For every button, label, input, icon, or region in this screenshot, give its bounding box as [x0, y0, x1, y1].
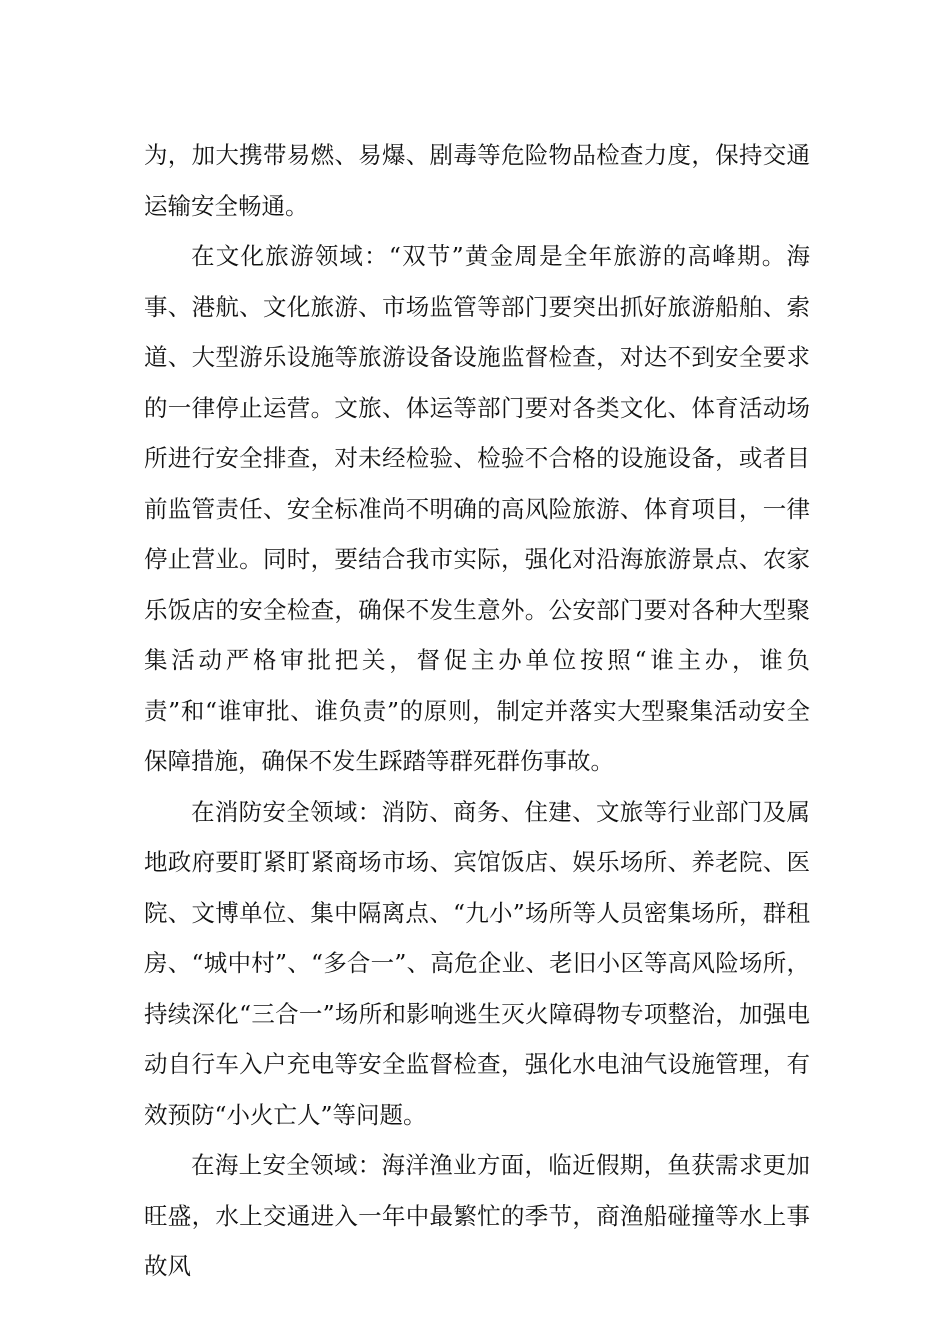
- paragraph-continuation: 为，加大携带易燃、易爆、剧毒等危险物品检查力度，保持交通运输安全畅通。: [144, 141, 810, 220]
- paragraph-maritime-safety: 在海上安全领域：海洋渔业方面，临近假期，鱼获需求更加旺盛，水上交通进入一年中最繁忙的季节，商渔船碰撞等水上事故风: [144, 1151, 810, 1280]
- document-body: [144, 130, 810, 1292]
- paragraph-culture-tourism: 在文化旅游领域：“双节”黄金周是全年旅游的高峰期。海事、港航、文化旅游、市场监管等部门要突出抓好旅游船舶、索道、大型游乐设施等旅游设备设施监督检查，对达不到安全要求的一律停止运营。文旅、体运等部门要对各类文化、体育活动场所进行安全排查，对未经检验、检验不合格的设施设备，或者目前监管责任、安全标准尚不明确的高风险旅游、体育项目，一律停止营业。同时，要结合我市实际，强化对沿海旅游景点、农家乐饭店的安全检查，确保不发生意外。公安部门要对各种大型聚集活动严格审批把关，督促主办单位按照“谁主办，谁负责”和“谁审批、谁负责”的原则，制定并落实大型聚集活动安全保障措施，确保不发生踩踏等群死群伤事故。: [144, 242, 810, 775]
- paragraph-fire-safety: 在消防安全领域：消防、商务、住建、文旅等行业部门及属地政府要盯紧盯紧商场市场、宾馆饭店、娱乐场所、养老院、医院、文博单位、集中隔离点、“九小”场所等人员密集场所，群租房、“城中村”、“多合一”、高危企业、老旧小区等高风险场所，持续深化“三合一”场所和影响逃生灭火障碍物专项整治，加强电动自行车入户充电等安全监督检查，强化水电油气设施管理，有效预防“小火亡人”等问题。: [144, 797, 810, 1129]
